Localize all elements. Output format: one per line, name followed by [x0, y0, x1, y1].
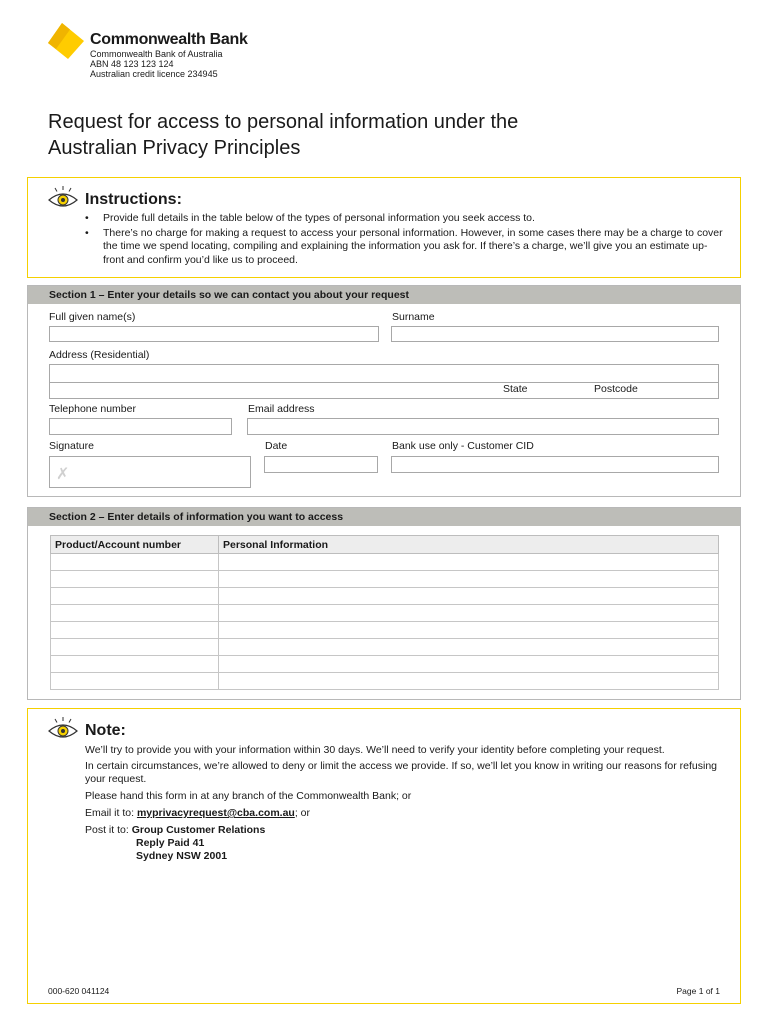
instructions-box	[27, 177, 741, 278]
privacy-email-link[interactable]: myprivacyrequest@cba.com.au	[136, 807, 295, 819]
page-number: Page 1 of 1	[676, 986, 720, 996]
date-label: Date	[265, 440, 288, 452]
telephone-label: Telephone number	[49, 403, 136, 415]
post-instruction	[85, 824, 735, 837]
table-row	[51, 588, 719, 605]
product-cell[interactable]	[51, 639, 219, 656]
personal-info-cell[interactable]	[219, 673, 719, 690]
table-row	[51, 605, 719, 622]
instruction-item: • Provide full details in the table below of the types of personal information you seek access to.	[85, 212, 725, 226]
signature-label: Signature	[49, 440, 94, 452]
signature-mark-icon: ✗	[56, 466, 70, 483]
table-row	[51, 673, 719, 690]
personal-info-cell[interactable]	[219, 554, 719, 571]
address-field-line-1[interactable]	[49, 364, 719, 383]
eye-icon	[48, 186, 78, 208]
brand-name: Commonwealth Bank	[90, 31, 248, 48]
table-header-row	[51, 536, 719, 554]
page-title-line-2: Australian Privacy Principles	[48, 137, 301, 159]
given-names-field[interactable]	[49, 326, 379, 342]
section-1-heading: Section 1 – Enter your details so we can contact you about your request	[28, 286, 740, 304]
product-cell[interactable]	[51, 588, 219, 605]
product-cell[interactable]	[51, 622, 219, 639]
product-cell[interactable]	[51, 656, 219, 673]
surname-label: Surname	[392, 311, 435, 323]
postcode-label: Postcode	[594, 383, 638, 395]
post-address-line-1: Group Customer Relations	[131, 824, 266, 836]
note-heading: Note:	[85, 722, 126, 739]
personal-info-cell[interactable]	[219, 639, 719, 656]
personal-info-cell[interactable]	[219, 605, 719, 622]
date-field[interactable]	[264, 456, 378, 473]
customer-cid-field[interactable]	[391, 456, 719, 473]
given-names-label: Full given name(s)	[49, 311, 136, 323]
section-1	[27, 285, 741, 497]
section-2-heading: Section 2 – Enter details of information you want to access	[28, 508, 740, 526]
section-2	[27, 507, 741, 700]
commonwealth-bank-logo-icon	[48, 23, 84, 59]
product-cell[interactable]	[51, 605, 219, 622]
personal-info-cell[interactable]	[219, 588, 719, 605]
form-code: 000-620 041124	[48, 986, 110, 996]
personal-info-cell[interactable]	[219, 571, 719, 588]
table-row	[51, 639, 719, 656]
personal-info-cell[interactable]	[219, 656, 719, 673]
post-prefix: Post it to:	[85, 824, 132, 836]
column-header-personal-info: Personal Information	[219, 536, 719, 554]
brand-line-1: Commonwealth Bank of Australia	[90, 49, 223, 59]
state-label: State	[503, 383, 528, 395]
brand-line-2: ABN 48 123 123 124	[90, 59, 174, 69]
column-header-product: Product/Account number	[51, 536, 219, 554]
instructions-list	[85, 212, 725, 268]
table-row	[51, 571, 719, 588]
note-paragraph-1: We’ll try to provide you with your information within 30 days. We’ll need to verify your identity before completing your request.	[85, 744, 665, 756]
product-cell[interactable]	[51, 554, 219, 571]
note-box	[27, 708, 741, 1004]
page-title-line-1: Request for access to personal information under the	[48, 111, 519, 133]
signature-field[interactable]	[49, 456, 251, 488]
page-title	[48, 109, 648, 161]
instruction-item: • There’s no charge for making a request to access your personal information. However, in some cases there may be a charge to cover the time we spend locating, compiling and explaining the information you ask for. If there’s a charge, we’ll give you an estimate up-front and confirm you’d like us to proceed.	[85, 227, 725, 268]
instructions-heading: Instructions:	[85, 191, 182, 208]
table-row	[51, 622, 719, 639]
email-label: Email address	[248, 403, 315, 415]
note-paragraph-2: In certain circumstances, we’re allowed to deny or limit the access we provide. If so, we’ll let you know in writing our reasons for refusing your request.	[85, 760, 718, 785]
bank-use-label: Bank use only - Customer CID	[392, 440, 534, 452]
product-cell[interactable]	[51, 673, 219, 690]
telephone-field[interactable]	[49, 418, 232, 435]
post-address-line-2: Reply Paid 41	[136, 837, 205, 849]
surname-field[interactable]	[391, 326, 719, 342]
eye-icon	[48, 717, 78, 739]
personal-info-cell[interactable]	[219, 622, 719, 639]
address-label: Address (Residential)	[49, 349, 150, 361]
access-details-table	[50, 535, 719, 690]
brand-line-3: Australian credit licence 234945	[90, 69, 218, 79]
table-row	[51, 554, 719, 571]
email-prefix: Email it to:	[85, 807, 137, 819]
email-instruction	[85, 807, 735, 820]
product-cell[interactable]	[51, 571, 219, 588]
email-field[interactable]	[247, 418, 719, 435]
post-address-line-3: Sydney NSW 2001	[136, 850, 228, 862]
table-row	[51, 656, 719, 673]
note-paragraph-3: Please hand this form in at any branch of the Commonwealth Bank; or	[85, 790, 412, 802]
email-suffix: ; or	[294, 807, 310, 819]
